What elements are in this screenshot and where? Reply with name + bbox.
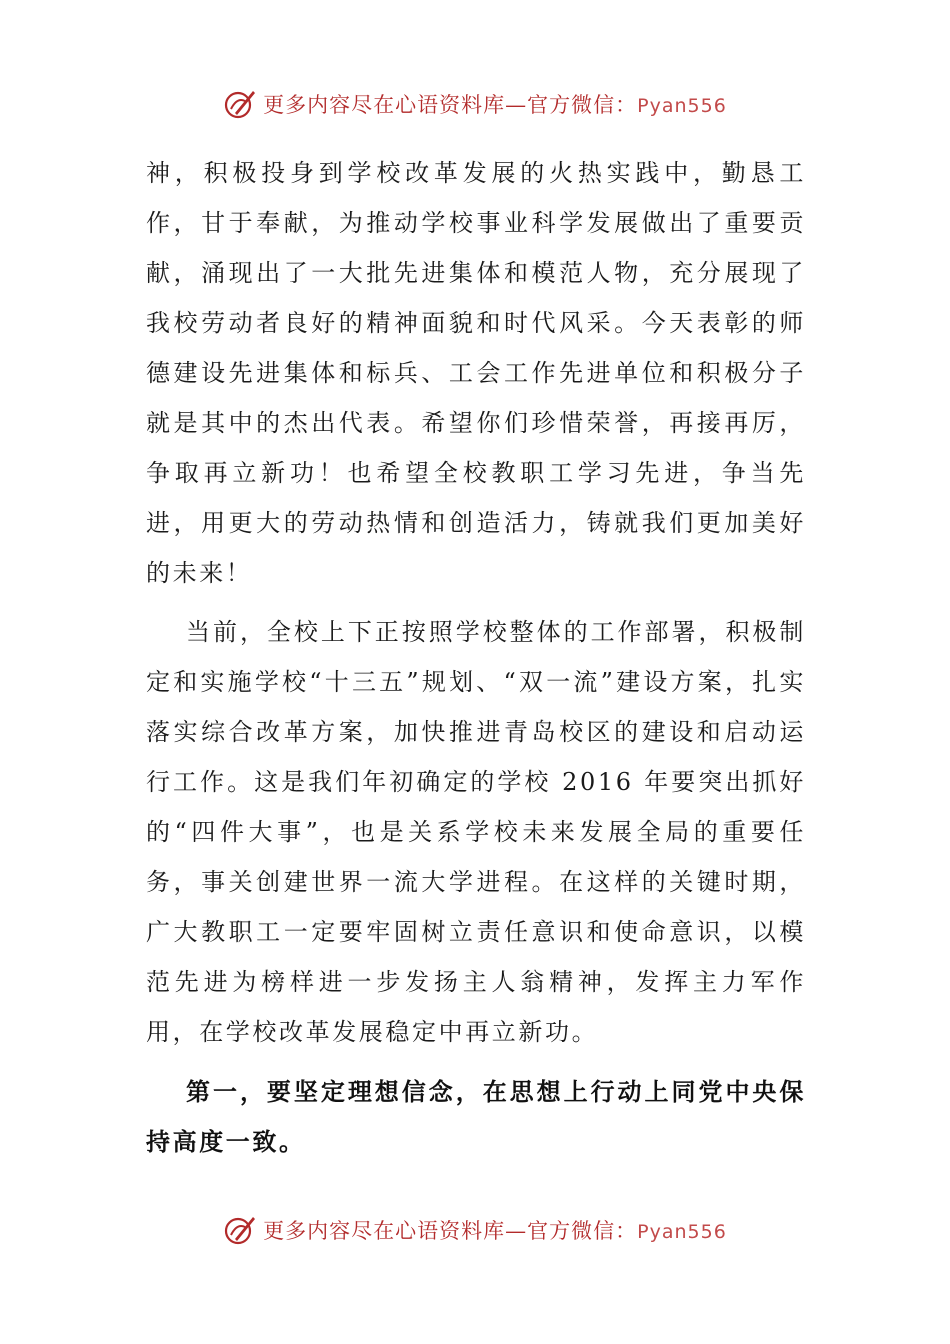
header-banner bbox=[0, 84, 950, 124]
document-body bbox=[146, 148, 806, 1167]
header-banner-text: 更多内容尽在心语资料库—官方微信：Pyan556 bbox=[263, 93, 727, 117]
header-wechat-id: Pyan556 bbox=[637, 95, 727, 117]
footer-wechat-id: Pyan556 bbox=[637, 1221, 727, 1243]
section-heading: 第一，要坚定理想信念，在思想上行动上同党中央保持高度一致。 bbox=[146, 1078, 806, 1156]
pen-logo-icon bbox=[223, 1213, 257, 1247]
paragraph: 神，积极投身到学校改革发展的火热实践中，勤恳工作，甘于奉献，为推动学校事业科学发展做出了重要贡献，涌现出了一大批先进集体和模范人物，充分展现了我校劳动者良好的精神面貌和时代风采。今天表彰的师德建设先进集体和标兵、工会工作先进单位和积极分子就是其中的杰出代表。希望你们珍惜荣誉，再接再厉，争取再立新功！也希望全校教职工学习先进，争当先进，用更大的劳动热情和创造活力，铸就我们更加美好的未来！ bbox=[146, 159, 806, 587]
pen-logo-icon bbox=[223, 87, 257, 121]
footer-banner bbox=[0, 1210, 950, 1250]
paragraph: 当前，全校上下正按照学校整体的工作部署，积极制定和实施学校“十三五”规划、“双一流”建设方案，扎实落实综合改革方案，加快推进青岛校区的建设和启动运行工作。这是我们年初确定的学校 2016 年要突出抓好的“四件大事”，也是关系学校未来发展全局的重要任务，事关创建世界一流大学进程。在这样的关键时期，广大教职工一定要牢固树立责任意识和使命意识，以模范先进为榜样进一步发扬主人翁精神，发挥主力军作用，在学校改革发展稳定中再立新功。 bbox=[146, 618, 806, 1046]
footer-banner-text: 更多内容尽在心语资料库—官方微信：Pyan556 bbox=[263, 1219, 727, 1243]
